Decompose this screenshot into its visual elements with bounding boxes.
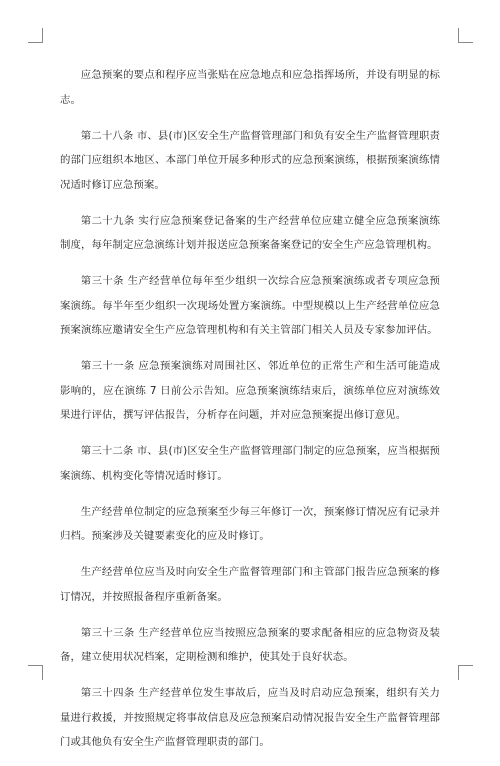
- document-body: [60, 63, 440, 766]
- paragraph-1: 应急预案的要点和程序应当张贴在应急地点和应急指挥场所，并设有明显的标志。: [60, 69, 440, 106]
- paragraph-article-28: 第二十八条 市、县(市)区安全生产监督管理部门和负有安全生产监督管理职责的部门应组织本地区、本部门单位开展多种形式的应急预案演练，根据预案演练情况适时修订应急预案。: [60, 129, 440, 191]
- paragraph-article-29: 第二十九条 实行应急预案登记备案的生产经营单位应建立健全应急预案演练制度，每年制定应急演练计划并报送应急预案备案登记的安全生产应急管理机构。: [60, 214, 440, 251]
- crop-mark-bottom-left: [28, 665, 43, 680]
- paragraph-article-31: 第三十一条 应急预案演练对周围社区、邻近单位的正常生产和生活可能造成影响的，应在演练 7 日前公示告知。应急预案演练结束后，演练单位应对演练效果进行评估，撰写评估报告，分析存在问题，并对应急预案提出修订意见。: [60, 360, 440, 421]
- crop-mark-bottom-right: [458, 665, 473, 680]
- paragraph-article-32: 第三十二条 市、县(市)区安全生产监督管理部门制定的应急预案，应当根据预案演练、机构变化等情况适时修订。: [60, 445, 440, 482]
- paragraph-article-34: 第三十四条 生产经营单位发生事故后，应当及时启动应急预案，组织有关力量进行救援，并按照规定将事故信息及应急预案启动情况报告安全生产监督管理部门或其他负有安全生产监督管理职责的部门。: [60, 687, 440, 748]
- crop-mark-top-left: [28, 28, 43, 43]
- crop-mark-top-right: [458, 28, 473, 43]
- paragraph-revision-report: 生产经营单位应当及时向安全生产监督管理部门和主管部门报告应急预案的修订情况，并按照报备程序重新备案。: [60, 566, 440, 603]
- paragraph-article-33: 第三十三条 生产经营单位应当按照应急预案的要求配备相应的应急物资及装备，建立使用状况档案，定期检测和维护，使其处于良好状态。: [60, 626, 440, 663]
- paragraph-revision-period: 生产经营单位制定的应急预案至少每三年修订一次，预案修订情况应有记录并归档。预案涉及关键要素变化的应及时修订。: [60, 505, 440, 542]
- paragraph-article-30: 第三十条 生产经营单位每年至少组织一次综合应急预案演练或者专项应急预案演练。每半年至少组织一次现场处置方案演练。中型规模以上生产经营单位应急预案演练应邀请安全生产应急管理机构和有关主管部门相关人员及专家参加评估。: [60, 275, 440, 336]
